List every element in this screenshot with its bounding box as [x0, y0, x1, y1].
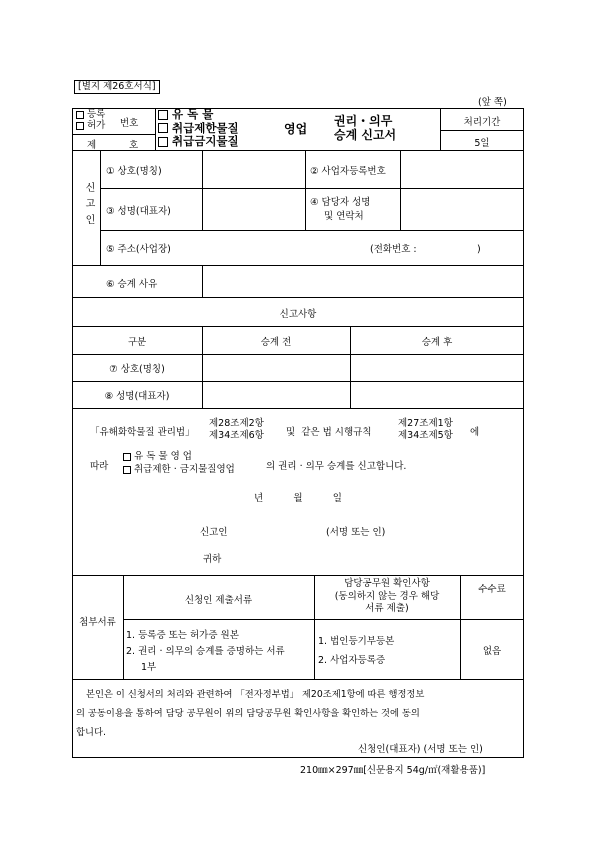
applicant-doc-2-copies: 1부 — [141, 662, 157, 673]
col-after: 승계 후 — [421, 337, 453, 348]
applicant-doc-2: 2. 권리 · 의무의 승계를 증명하는 서류 — [126, 646, 285, 657]
checkbox-restricted-business[interactable] — [123, 466, 131, 474]
ttara-label: 따라 — [90, 461, 109, 472]
permission-label: 허가 — [87, 120, 106, 131]
business-options — [123, 450, 235, 476]
field-business-reg-no: ② 사업자등록번호 — [310, 166, 386, 177]
business-label: 영업 — [284, 122, 308, 136]
row-name-rep: ⑧ 성명(대표자) — [104, 391, 170, 402]
addressee-suffix: 귀하 — [203, 554, 222, 565]
field-succession-reason: ⑥ 승계 사유 — [106, 279, 158, 290]
option-restricted-business: 취급제한 · 금지물질영업 — [134, 464, 235, 475]
reporter-section-label: 신고인 — [83, 182, 94, 230]
processing-period-label: 처리기간 — [463, 117, 501, 128]
article-a: 제28조제2항 제34조제6항 — [209, 418, 264, 441]
consent-signature: 신청인(대표자) (서명 또는 인) — [358, 744, 483, 755]
reporter-sign-label: 신고인 — [200, 527, 228, 538]
field-phone: (전화번호 : ) — [370, 244, 481, 255]
official-doc-1: 1. 법인등기부등본 — [318, 636, 395, 647]
ho-label: 호 — [129, 140, 139, 151]
form-number: [별지 제26호서식] — [74, 80, 160, 94]
law-name: 「유해화학물질 관리법」 — [90, 427, 195, 438]
official-check-head: 담당공무원 확인사항 (동의하지 않는 경우 해당 서류 제출) — [334, 578, 440, 614]
option-toxic-business: 유 독 물 영 업 — [134, 451, 192, 462]
registration-label: 등록 — [87, 109, 106, 120]
col-before: 승계 전 — [260, 337, 292, 348]
kind-prohibited: 취급금지물질 — [172, 134, 239, 148]
fee-head: 수수료 — [478, 584, 506, 595]
col-kind: 구분 — [127, 337, 147, 348]
field-trade-name: ① 상호(명칭) — [106, 166, 162, 177]
sign-or-seal: (서명 또는 인) — [326, 527, 386, 538]
applicant-docs-head: 신청인 제출서류 — [184, 595, 253, 606]
kind-restricted: 취급제한물질 — [172, 120, 239, 135]
consent-text: 본인은 이 신청서의 처리와 관련하여 「전자정부법」 제20조제1항에 따른 행정정보 의 공동이용을 통하여 담당 공무원이 위의 담당공무원 확인사항을 확인하는 것에 동의 합니다. — [76, 689, 425, 738]
official-doc-2: 2. 사업자등록증 — [318, 655, 386, 666]
je-label: 제 — [87, 140, 97, 151]
applicant-doc-1: 1. 등록증 또는 허가증 원본 — [126, 630, 239, 641]
checkbox-restricted[interactable] — [158, 123, 168, 133]
attachments-label: 첨부서류 — [79, 617, 116, 628]
kind-toxic: 유 독 물 — [172, 107, 214, 121]
checkbox-permission[interactable] — [76, 122, 84, 130]
checkbox-toxic-business[interactable] — [123, 453, 131, 461]
checkbox-prohibited[interactable] — [158, 137, 168, 147]
number-label: 번호 — [120, 118, 139, 129]
field-contact-person: ④ 담당자 성명 및 연락처 — [310, 197, 371, 222]
fee-value: 없음 — [482, 646, 502, 657]
form-title-line1: 권리・의무 — [334, 114, 393, 128]
substance-kinds — [158, 108, 239, 149]
field-address: ⑤ 주소(사업장) — [106, 244, 171, 255]
row-trade-name: ⑦ 상호(명칭) — [109, 364, 165, 375]
field-name-rep: ③ 성명(대표자) — [106, 206, 171, 217]
form-title — [334, 114, 396, 142]
page-side: (앞 쪽) — [478, 97, 507, 108]
suffix-e: 에 — [470, 427, 480, 438]
report-items-title: 신고사항 — [279, 309, 317, 320]
checkbox-registration[interactable] — [76, 111, 84, 119]
article-b: 제27조제1항 제34조제5항 — [398, 418, 453, 441]
processing-period-value: 5일 — [474, 138, 490, 149]
reg-perm-group — [76, 109, 105, 131]
checkbox-toxic[interactable] — [158, 110, 168, 120]
date-line: 년 월 일 — [254, 493, 342, 504]
statement-tail: 의 권리 · 의무 승계를 신고합니다. — [266, 461, 407, 472]
paper-spec: 210㎜×297㎜[신문용지 54g/㎡(재활용품)] — [300, 765, 486, 776]
form-title-line2: 승계 신고서 — [334, 128, 397, 142]
and-rule: 및 같은 법 시행규칙 — [286, 427, 372, 438]
